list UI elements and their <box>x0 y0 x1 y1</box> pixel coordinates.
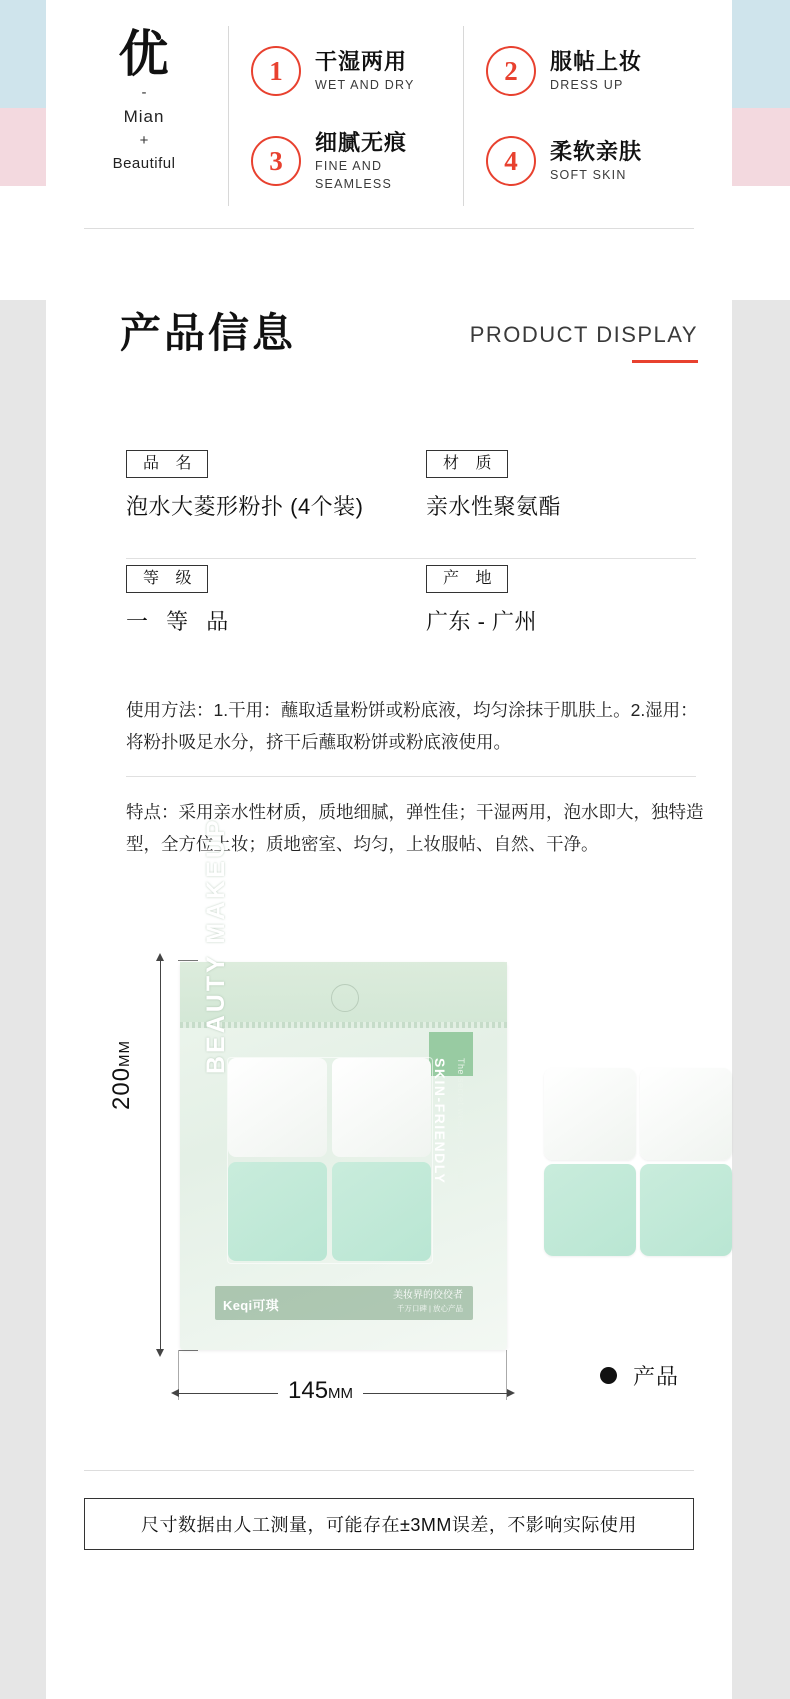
loose-puff-white-2 <box>640 1068 732 1160</box>
advantage-item-1 <box>228 26 463 116</box>
decorative-corner-top-left-pink <box>0 108 46 186</box>
decorative-side-white-right <box>732 186 790 300</box>
advantage-text-3 <box>315 129 463 193</box>
width-unit: MM <box>328 1385 354 1402</box>
advantage-number-badge-3: 3 <box>251 136 301 186</box>
advantage-subtitle-3: FINE AND SEAMLESS <box>315 159 392 191</box>
decorative-corner-top-left-blue <box>0 0 46 108</box>
height-tick-bottom <box>178 1350 198 1351</box>
divider-top <box>84 228 694 229</box>
advantage-text-4 <box>550 138 642 184</box>
usage-instructions: 使用方法：1.干用：蘸取适量粉饼或粉底液，均匀涂抹于肌肤上。2.湿用：将粉扑吸足水分，挤干后蘸取粉饼或粉底液使用。 <box>126 700 698 752</box>
package-hang-hole-icon <box>331 984 359 1012</box>
advantage-subtitle-2: DRESS UP <box>550 78 624 92</box>
advantage-number-badge-4: 4 <box>486 136 536 186</box>
package-image <box>180 817 507 1350</box>
package-tagline-line1: 美妆界的佼佼者 <box>393 1290 463 1301</box>
spec-cell-product-name <box>126 450 426 521</box>
package-side-text: SKIN-FRIENDLY <box>432 1058 448 1185</box>
advantages-section <box>46 0 732 222</box>
spec-table <box>126 450 696 650</box>
puff-green-2 <box>332 1162 431 1261</box>
brand-english: Beautiful <box>112 155 176 172</box>
spec-cell-material <box>426 450 696 521</box>
package-window <box>228 1058 432 1263</box>
loose-puff-green-2 <box>640 1164 732 1256</box>
page-title: 产品信息 <box>120 310 296 356</box>
spec-value-product-name: 泡水大菱形粉扑 (4个装) <box>126 494 364 519</box>
advantage-item-3 <box>228 116 463 206</box>
advantage-subtitle-1: WET AND DRY <box>315 78 415 92</box>
decorative-corner-top-right-blue <box>732 0 790 108</box>
decorative-side-white-left <box>0 186 46 300</box>
height-value: 200 <box>108 1066 135 1110</box>
advantage-title-4: 柔软亲肤 <box>550 139 643 164</box>
advantage-text-2 <box>550 48 642 94</box>
decorative-corner-top-right-pink <box>732 108 790 186</box>
decorative-side-gray-left <box>0 300 46 1699</box>
spec-value-origin: 广东 - 广州 <box>426 609 538 634</box>
height-dimension-arrow <box>160 960 161 1350</box>
width-dimension-label <box>278 1377 363 1405</box>
package-side-text-small: The secret weapon of beauty <box>456 1058 466 1188</box>
brand-block <box>84 26 204 176</box>
spec-label-grade: 等 级 <box>126 565 208 593</box>
spec-row <box>126 450 696 521</box>
spec-label-product-name: 品 名 <box>126 450 208 478</box>
spec-value-grade: 一 等 品 <box>126 609 235 634</box>
product-legend <box>600 1360 679 1391</box>
brand-plus: + <box>139 132 149 149</box>
width-value: 145 <box>288 1377 329 1404</box>
package-tagline-line2: 千万口碑 | 放心产品 <box>396 1304 463 1313</box>
divider-bottom <box>84 1470 694 1471</box>
height-dimension-label <box>108 1040 136 1110</box>
spec-cell-origin <box>426 565 696 636</box>
loose-puff-green-1 <box>544 1164 636 1256</box>
advantage-number-badge-2: 2 <box>486 46 536 96</box>
height-tick-top <box>178 960 198 961</box>
advantages-grid <box>228 26 698 206</box>
loose-puff-white-1 <box>544 1068 636 1160</box>
advantage-title-2: 服帖上妆 <box>550 49 643 74</box>
brand-pinyin: Mian <box>123 107 165 126</box>
loose-puffs-group <box>544 1068 732 1258</box>
puff-white-1 <box>228 1058 327 1157</box>
spec-label-origin: 产 地 <box>426 565 508 593</box>
package-tagline <box>393 1289 463 1315</box>
subtitle-underline <box>632 360 698 363</box>
advantage-number-badge-1: 1 <box>251 46 301 96</box>
divider-spec <box>126 558 696 559</box>
product-features: 特点：采用亲水性材质，质地细腻，弹性佳；干湿两用，泡水即大，独特造型，全方位上妆；质地密室、均匀，上妆服帖、自然、干净。 <box>126 802 704 854</box>
advantage-item-2 <box>463 26 698 116</box>
advantage-title-1: 干湿两用 <box>315 49 408 74</box>
spec-row <box>126 565 696 636</box>
puff-green-1 <box>228 1162 327 1261</box>
advantage-item-4 <box>463 116 698 206</box>
advantage-subtitle-4: SOFT SKIN <box>550 168 627 182</box>
product-info-header <box>84 290 698 370</box>
legend-label: 产品 <box>633 1364 680 1389</box>
package-bottom-bar <box>215 1286 473 1320</box>
page-subtitle: PRODUCT DISPLAY <box>469 322 698 347</box>
height-unit: MM <box>116 1039 133 1067</box>
spec-label-material: 材 质 <box>426 450 508 478</box>
puff-white-2 <box>332 1058 431 1157</box>
measurement-note: 尺寸数据由人工测量，可能存在±3MM误差，不影响实际使用 <box>84 1498 694 1550</box>
brand-dash: - <box>141 84 147 101</box>
spec-value-material: 亲水性聚氨酯 <box>426 494 562 519</box>
package-logo: Keqi可琪 <box>223 1298 279 1313</box>
package-front-text: BEAUTY MAKEUP <box>202 817 230 1074</box>
advantage-title-3: 细腻无痕 <box>315 130 408 155</box>
legend-bullet-icon <box>600 1367 617 1384</box>
advantage-text-1 <box>315 48 415 94</box>
brand-chinese-character: 优 <box>118 26 170 82</box>
divider-middle <box>126 776 696 777</box>
page-content <box>46 0 732 1699</box>
spec-cell-grade <box>126 565 426 636</box>
